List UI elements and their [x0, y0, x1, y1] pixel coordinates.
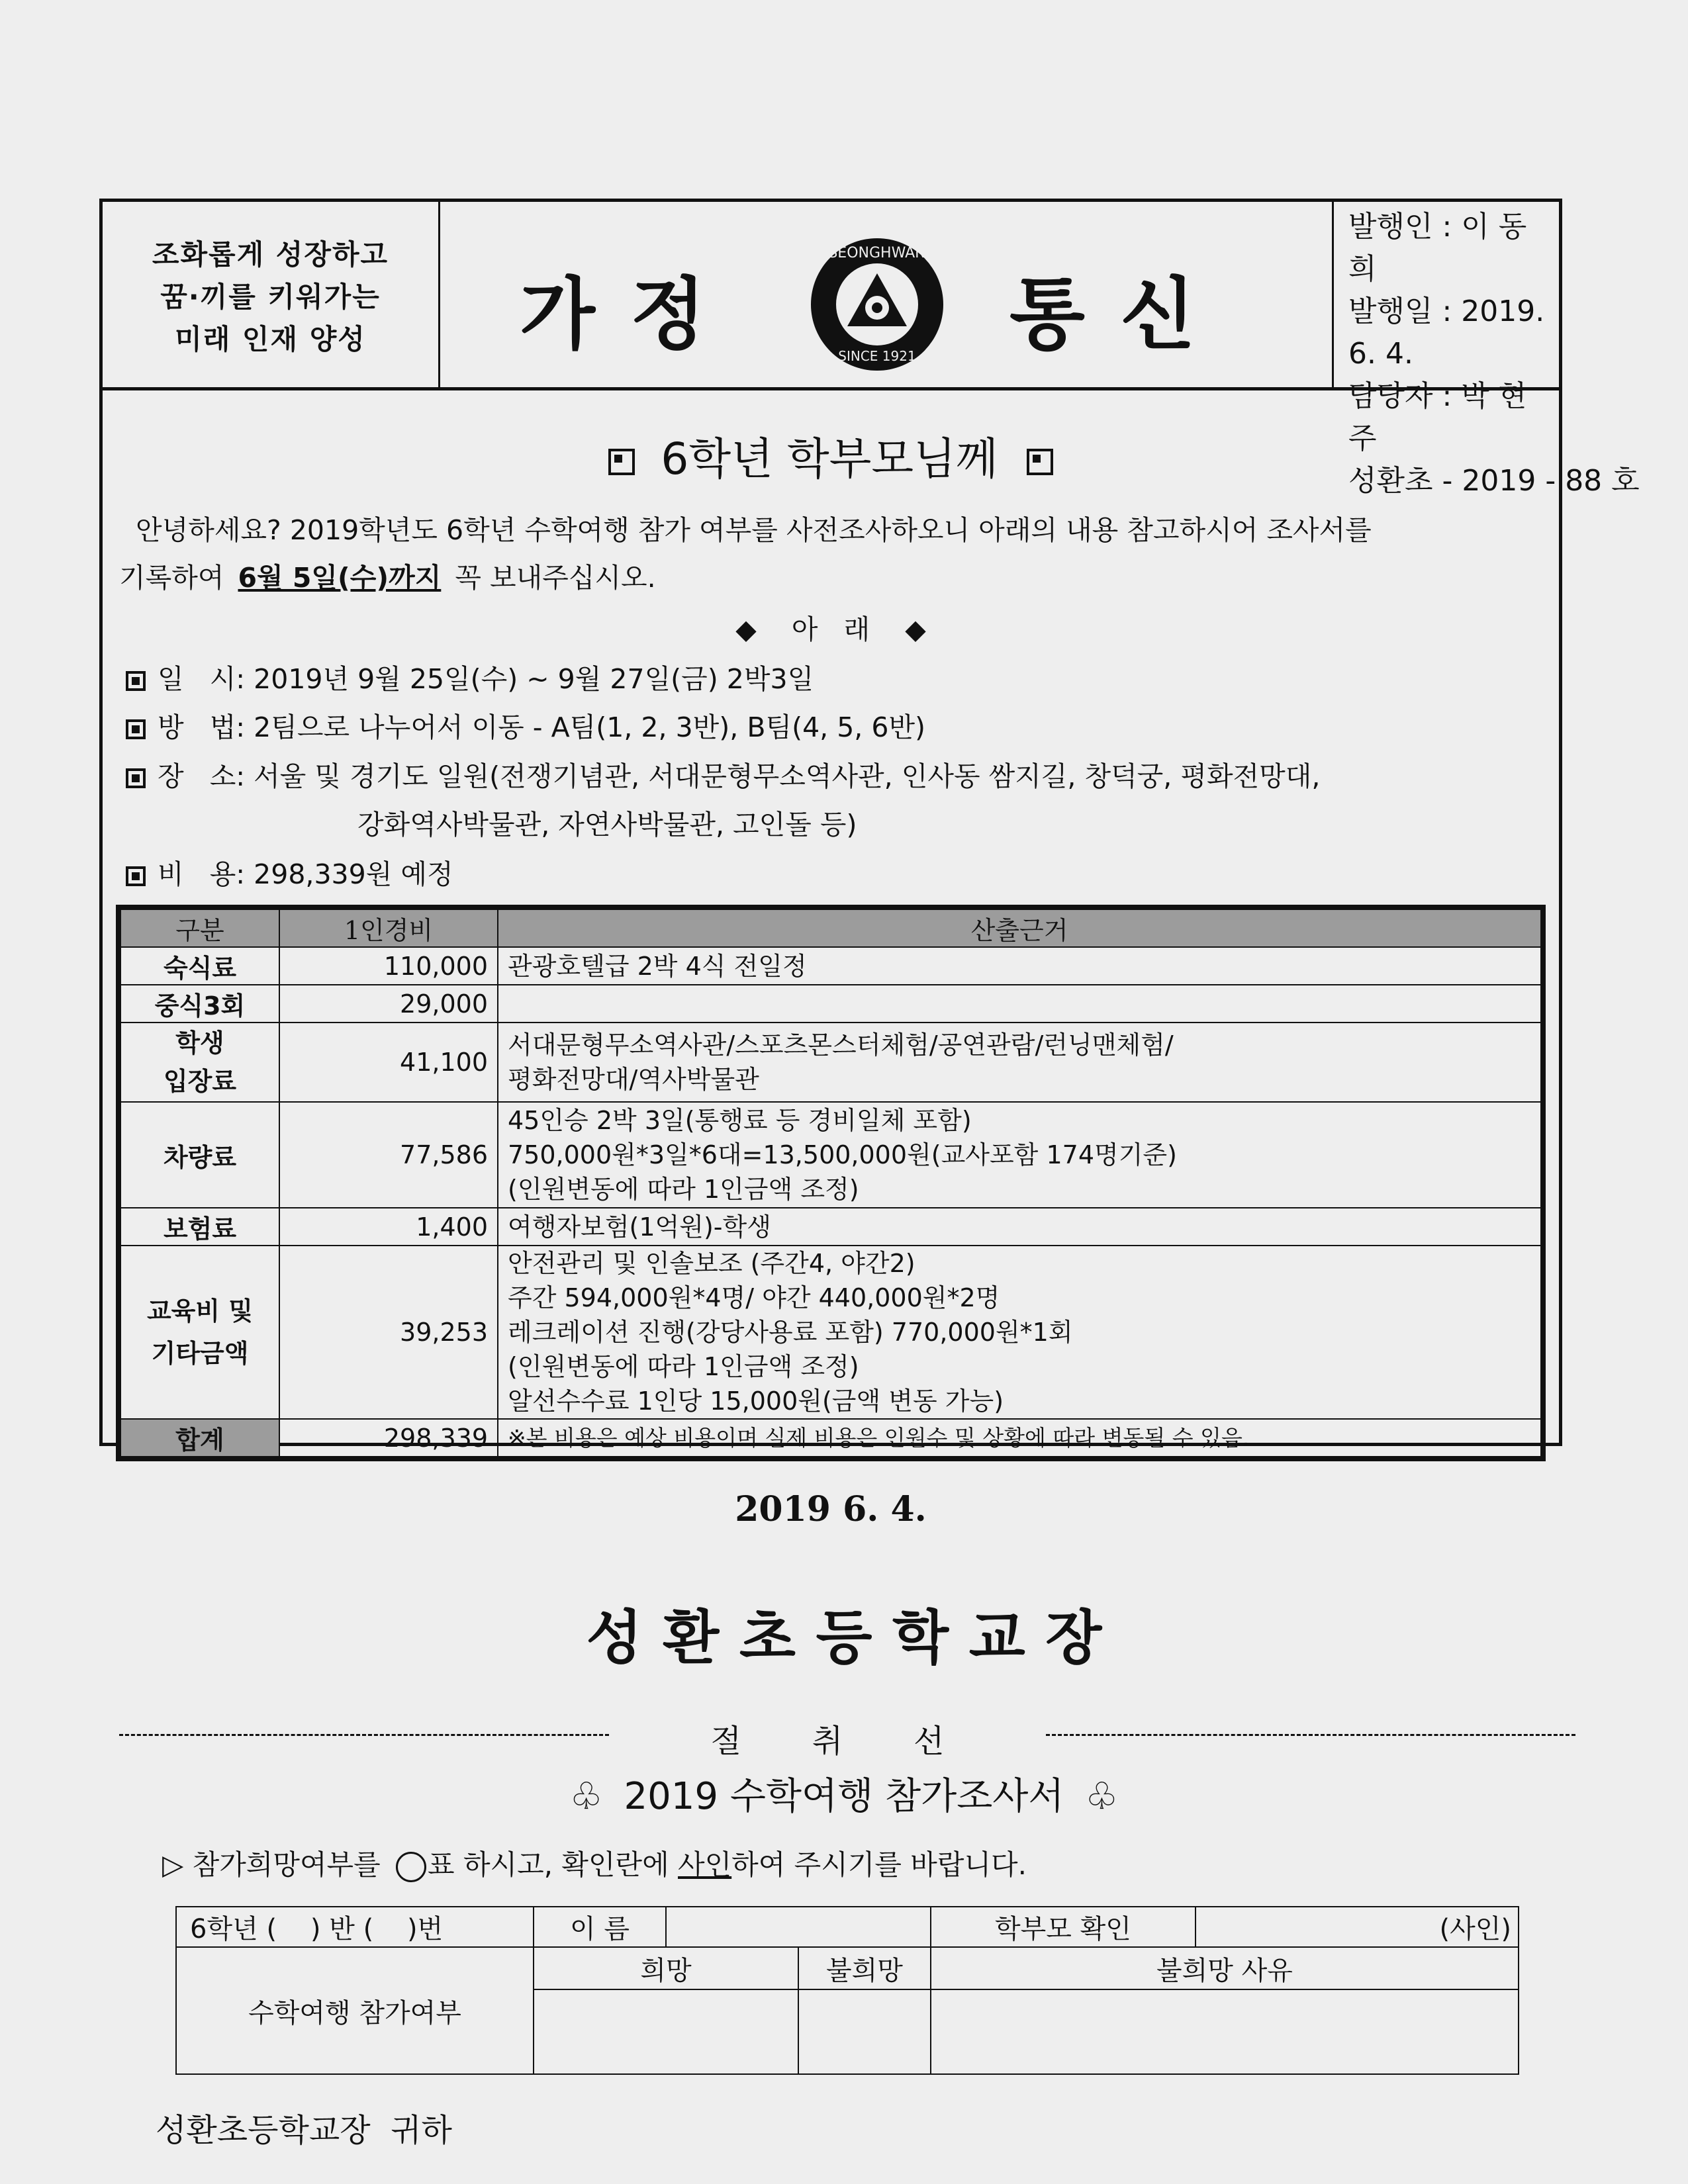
item-text: 서울 및 경기도 일원(전쟁기념관, 서대문형무소역사관, 인사동 쌈지길, 창덕궁, 평화전망대,: [254, 760, 1321, 792]
row-basis: [498, 1102, 1541, 1208]
parent-confirm-label: 학부모 확인: [931, 1907, 1196, 1947]
circle-mark-icon: [396, 1852, 426, 1882]
row-amount: 39,253: [279, 1246, 498, 1419]
row-category: 중식3회: [120, 985, 279, 1023]
instruction-sign: 사인: [678, 1848, 732, 1881]
title-left: 가 정: [520, 269, 710, 360]
meta-cell: [1334, 202, 1640, 498]
row-category: 교육비 및 기타금액: [120, 1246, 279, 1419]
basis-line: 주간 594,000원*4명/ 야간 440,000원*2명: [508, 1283, 1000, 1312]
bullet-square-icon: [126, 866, 146, 886]
basis-line: 여행자보험(1억원)-학생: [508, 1212, 771, 1242]
nohope-header: 불희망: [798, 1947, 931, 1989]
bullet-square-icon: [126, 768, 146, 788]
motto-line: 미래 인재 양성: [175, 323, 366, 355]
row-category: 보험료: [120, 1208, 279, 1246]
intro-line-2: [119, 554, 656, 602]
header-amount: 1인경비: [279, 909, 498, 947]
below-heading: [103, 606, 1559, 653]
item-label: 비 용:: [158, 858, 246, 890]
item-text: 2팀으로 나누어서 이동 - A팀(1, 2, 3반), B팀(4, 5, 6반): [254, 711, 926, 743]
table-row: [120, 947, 1541, 985]
diamond-icon: ◆: [905, 614, 926, 645]
issue-date: 발행일 : 2019. 6. 4.: [1348, 295, 1545, 371]
basis-line: 알선수수료 1인당 15,000원(금액 변동 가능): [508, 1387, 1004, 1416]
intro-line-1: 안녕하세요? 2019학년도 6학년 수학여행 참가 여부를 사전조사하오니 아래의 내용 참고하시어 조사서를: [136, 514, 1372, 546]
survey-table: [175, 1906, 1519, 2075]
cut-line: [1046, 1734, 1575, 1736]
table-header-row: [120, 909, 1541, 947]
item-label: 장 소:: [158, 760, 246, 792]
basis-line: 서대문형무소역사관/스포츠몬스터체험/공연관람/런닝맨체험/: [508, 1030, 1174, 1060]
below-label: 아 래: [791, 614, 870, 645]
place-item-continued: 강화역사박물관, 자연사박물관, 고인돌 등): [357, 809, 857, 841]
table-row: [120, 985, 1541, 1023]
cut-line: [119, 1734, 609, 1736]
bullet-square-icon: [1027, 449, 1053, 475]
row-amount: 77,586: [279, 1102, 498, 1208]
basis-note: ※본 비용은 예상 비용이며 실제 비용은 인원수 및 상황에 따라 변동될 수 있음.: [508, 1424, 1250, 1451]
row-category: 학생 입장료: [120, 1023, 279, 1102]
intro-text: 기록하여: [119, 562, 224, 594]
cut-label: 절 취 선: [710, 1723, 945, 1760]
row-category: 차량료: [120, 1102, 279, 1208]
survey-instruction: [162, 1843, 1027, 1883]
row-category: 숙식료: [120, 947, 279, 985]
basis-line: 750,000원*3일*6대=13,500,000원(교사포함 174명기준): [508, 1140, 1177, 1169]
main-content-box: [99, 387, 1640, 1529]
principal-signature: 성 환 초 등 학 교 장: [586, 1604, 1102, 1672]
form-row-student: [176, 1907, 1519, 1947]
basis-line: 레크레이션 진행(강당사용료 포함) 770,000원*1회: [508, 1318, 1073, 1347]
table-row: [120, 1208, 1541, 1246]
row-basis: [498, 947, 1541, 985]
notice-title: 6학년 학부모님께: [661, 433, 998, 484]
header-basis: 산출근거: [498, 909, 1541, 947]
row-amount: 41,100: [279, 1023, 498, 1102]
reason-header: 불희망 사유: [931, 1947, 1519, 1989]
issue-number: 성환초 - 2019 - 88 호: [1348, 464, 1640, 498]
club-icon: ♧: [1085, 1775, 1119, 1818]
table-row: [120, 1023, 1541, 1102]
survey-title-row: [0, 1767, 1688, 1820]
item-text: 298,339원 예정: [254, 858, 453, 890]
title-cell: [440, 202, 1334, 387]
logo-bottom-text: SINCE 1921: [838, 348, 916, 364]
bullet-square-icon: [608, 449, 635, 475]
bullet-square-icon: [126, 719, 146, 739]
table-row: [120, 1102, 1541, 1208]
cost-item: [126, 850, 453, 898]
schedule-item: [126, 655, 814, 703]
manager: 담당자 : 박 현 주: [1348, 379, 1527, 455]
nohope-field[interactable]: [798, 1989, 931, 2074]
table-total-row: [120, 1419, 1541, 1457]
diamond-icon: ◆: [735, 614, 757, 645]
row-basis: [498, 985, 1541, 1023]
publisher: 발행인 : 이 동 희: [1348, 210, 1527, 286]
cost-table-wrapper: [116, 905, 1546, 1461]
title-right: 통 신: [1009, 269, 1200, 360]
item-text: 2019년 9월 25일(수) ~ 9월 27일(금) 2박3일: [254, 663, 814, 695]
club-icon: ♧: [569, 1775, 603, 1818]
item-label: 일 시:: [158, 663, 246, 695]
row-amount: 1,400: [279, 1208, 498, 1246]
place-item: [126, 752, 1320, 800]
basis-line: 45인승 2박 3일(통행료 등 경비일체 포함): [508, 1106, 972, 1135]
parent-sign-field[interactable]: (사인): [1196, 1907, 1519, 1947]
item-label: 방 법:: [158, 711, 246, 743]
intro-text: 꼭 보내주십시오.: [455, 562, 656, 594]
basis-line: (인원변동에 따라 1인금액 조정): [508, 1352, 859, 1381]
name-field[interactable]: [666, 1907, 931, 1947]
motto-line: 꿈·끼를 키워가는: [160, 281, 381, 313]
row-amount: 29,000: [279, 985, 498, 1023]
deadline: 6월 5일(수)까지: [238, 562, 442, 594]
total-amount: 298,339: [279, 1419, 498, 1457]
row-basis: [498, 1023, 1541, 1102]
notice-title-row: [103, 424, 1559, 486]
instruction-text: ▷ 참가희망여부를: [162, 1848, 381, 1881]
closing-date: 2019 6. 4.: [735, 1489, 927, 1529]
survey-form: [175, 1906, 1519, 2075]
row-basis: [498, 1246, 1541, 1419]
motto-line: 조화롭게 성장하고: [152, 238, 389, 271]
hope-field[interactable]: [534, 1989, 798, 2074]
cost-table: [120, 909, 1542, 1457]
bullet-square-icon: [126, 671, 146, 691]
total-label: 합계: [120, 1419, 279, 1457]
basis-line: 관광호텔급 2박 4식 전일정: [508, 951, 807, 981]
class-number-field[interactable]: 6학년 ( ) 반 ( )번: [176, 1907, 534, 1947]
school-logo-icon: [808, 235, 947, 374]
row-basis: [498, 1419, 1541, 1457]
method-item: [126, 704, 925, 751]
reason-field[interactable]: [931, 1989, 1519, 2074]
motto-cell: [103, 202, 440, 387]
instruction-text: 하여 주시기를 바랍니다.: [731, 1848, 1027, 1881]
row-amount: 110,000: [279, 947, 498, 985]
hope-header: 희망: [534, 1947, 798, 1989]
row-basis: [498, 1208, 1541, 1246]
basis-line: 안전관리 및 인솔보조 (주간4, 야간2): [508, 1249, 915, 1278]
basis-line: 평화전망대/역사박물관: [508, 1065, 759, 1094]
table-row: [120, 1246, 1541, 1419]
name-label: 이 름: [534, 1907, 666, 1947]
header-category: 구분: [120, 909, 279, 947]
form-row-header: [176, 1947, 1519, 1989]
participation-label: 수학여행 참가여부: [176, 1947, 534, 2074]
addressee: 성환초등학교장 귀하: [156, 2112, 452, 2149]
basis-line: (인원변동에 따라 1인금액 조정): [508, 1175, 859, 1204]
instruction-text: 표 하시고, 확인란에: [428, 1848, 669, 1881]
survey-title: 2019 수학여행 참가조사서: [624, 1775, 1064, 1818]
logo-top-text: SEONGHWAN: [828, 245, 926, 261]
